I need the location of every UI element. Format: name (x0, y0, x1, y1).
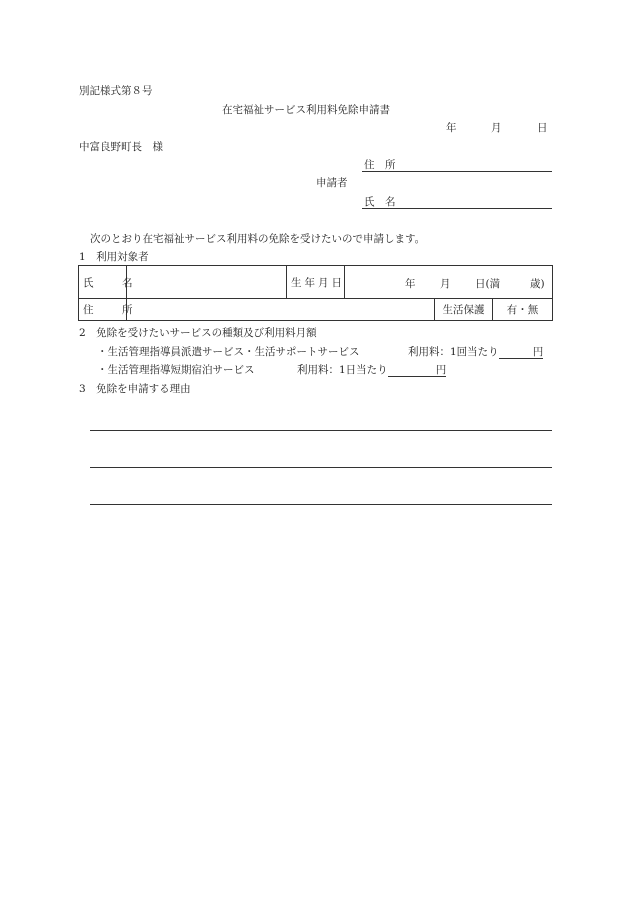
applicant-name-line[interactable] (362, 208, 552, 209)
service-item-1: ・生活管理指導員派遣サービス・生活サポートサービス (97, 346, 360, 358)
fee-1-blank[interactable] (499, 346, 533, 359)
birth-label-cell: 生年月日 (287, 266, 345, 299)
subject-name-cell[interactable] (127, 266, 287, 299)
service-item-2: ・生活管理指導短期宿泊サービス (97, 364, 255, 376)
date-day-label: 日 (537, 122, 548, 134)
subject-address-cell[interactable] (127, 299, 435, 321)
section2-heading: 2 免除を受けたいサービスの種類及び利用料月額 (79, 327, 317, 339)
reason-line-2[interactable] (90, 467, 552, 468)
service-item-1-fee: 利用料：1回当たり 円 (408, 346, 544, 358)
reason-line-3[interactable] (90, 504, 552, 505)
applicant-label: 申請者 (316, 177, 348, 189)
section3-heading: 3 免除を申請する理由 (79, 383, 191, 395)
intro-text: 次のとおり在宅福祉サービス利用料の免除を受けたいので申請します。 (90, 233, 426, 245)
reason-line-1[interactable] (90, 430, 552, 431)
subject-address-label-cell: 住 所 (79, 299, 127, 321)
birth-month-label: 月 (440, 278, 451, 290)
section1-heading: 1 利用対象者 (79, 251, 149, 263)
applicant-address-line[interactable] (362, 171, 552, 172)
age-suffix-label: 歳) (530, 278, 545, 290)
date-month-label: 月 (491, 122, 502, 134)
birth-day-label: 日(満 (475, 278, 501, 290)
birthdate-cell[interactable] (345, 266, 553, 299)
fee-2-blank[interactable] (388, 364, 436, 377)
addressee: 中富良野町長 様 (79, 141, 163, 153)
service-item-2-fee: 利用料：1日当たり 円 (297, 364, 447, 376)
applicant-name-label: 氏 名 (364, 196, 396, 208)
page-title: 在宅福祉サービス利用料免除申請書 (222, 104, 390, 116)
form-number: 別記様式第８号 (79, 85, 153, 97)
applicant-address-label: 住 所 (364, 159, 396, 171)
subject-name-label-cell: 氏 名 (79, 266, 127, 299)
subject-table (78, 265, 553, 321)
welfare-value-cell[interactable]: 有・無 (493, 299, 553, 321)
welfare-label-cell: 生活保護 (435, 299, 493, 321)
date-year-label: 年 (446, 122, 457, 134)
table-row (79, 299, 553, 321)
table-row (79, 266, 553, 299)
birth-year-label: 年 (405, 278, 416, 290)
